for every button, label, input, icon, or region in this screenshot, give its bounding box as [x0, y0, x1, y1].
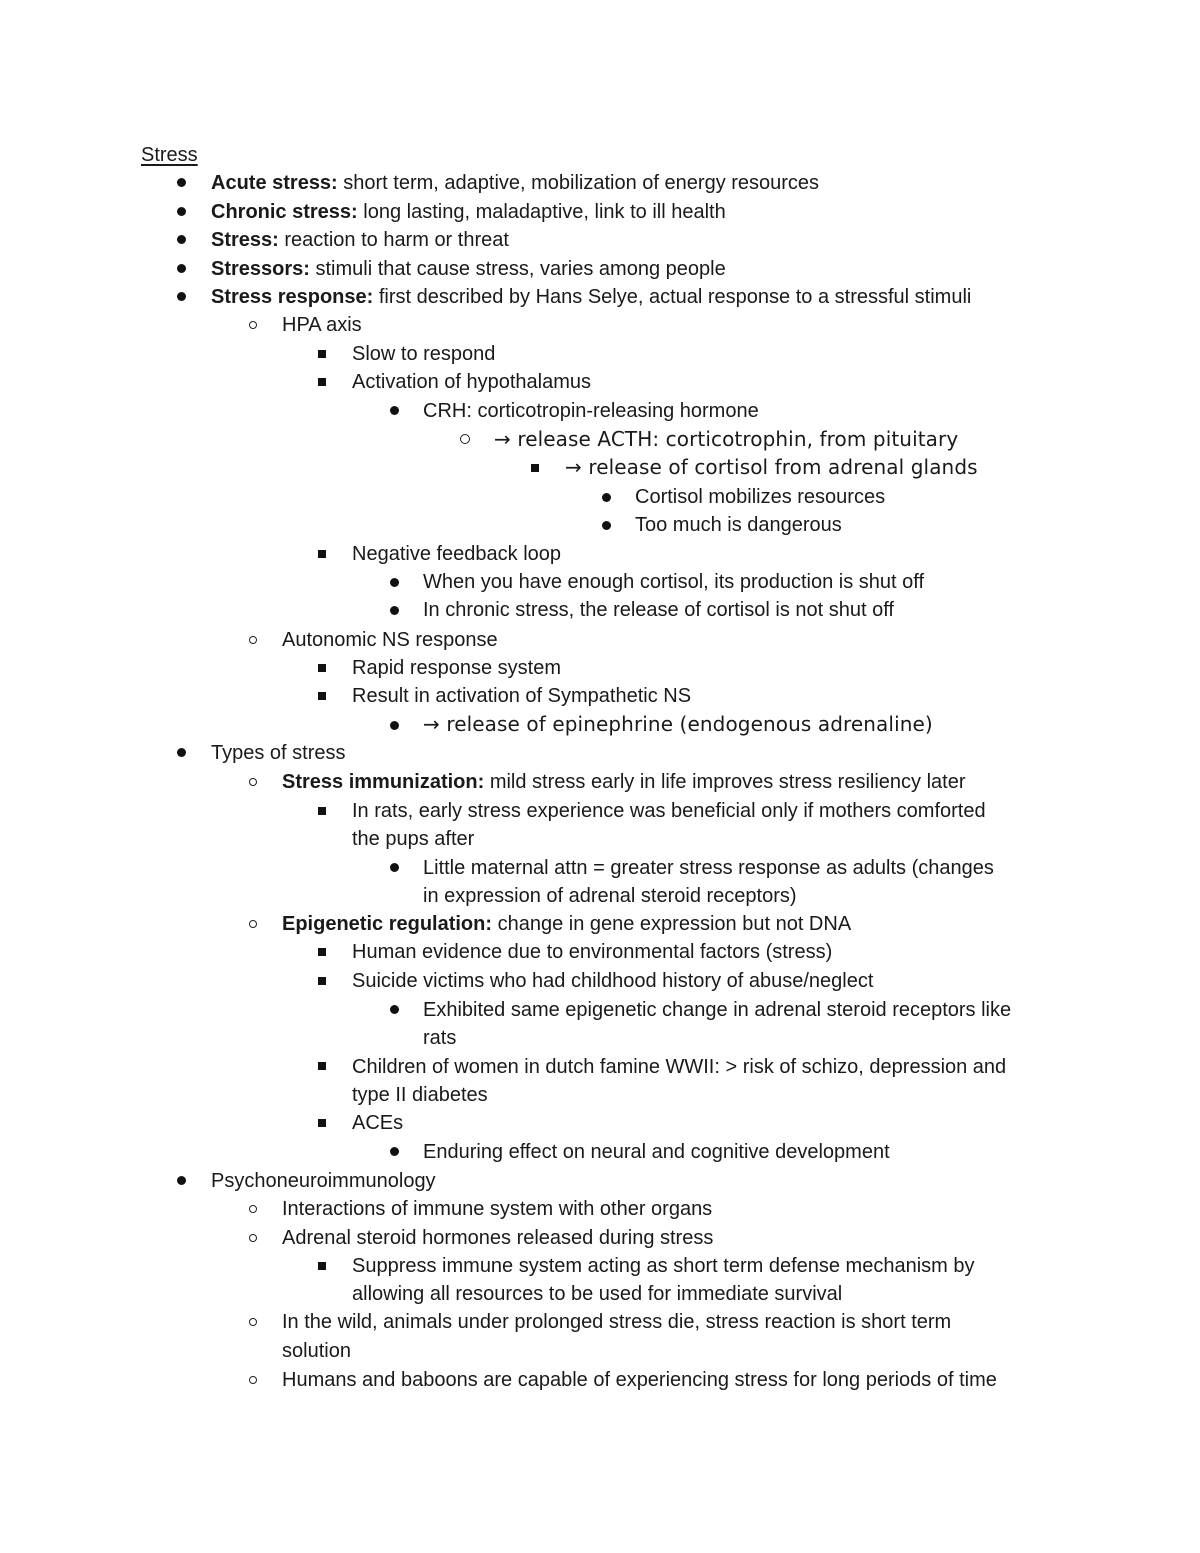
bullet-square-icon: [318, 664, 326, 672]
bullet-square-icon: [318, 948, 326, 956]
bullet-circle-icon: [249, 321, 257, 329]
list-item-adrenal: Adrenal steroid hormones released during stress: [282, 1227, 714, 1249]
bullet-square-icon: [318, 1262, 326, 1270]
definition-text: reaction to harm or threat: [278, 229, 509, 251]
bullet-square-icon: [318, 1119, 326, 1127]
list-item-dutch-cont: type II diabetes: [352, 1084, 488, 1106]
term-label: Acute stress:: [211, 172, 338, 194]
term-label: Epigenetic regulation:: [282, 913, 493, 935]
list-item-sympathetic: Result in activation of Sympathetic NS: [352, 685, 692, 707]
bullet-square-icon: [318, 378, 326, 386]
list-item-interactions: Interactions of immune system with other organs: [282, 1198, 713, 1220]
list-item-rapid: Rapid response system: [352, 657, 561, 679]
term-label: Stress immunization:: [282, 771, 485, 793]
bullet-square-icon: [318, 807, 326, 815]
bullet-circle-icon: [249, 920, 257, 928]
list-item-immunization: [282, 768, 966, 797]
bullet-square-icon: [318, 350, 326, 358]
list-item-slow: Slow to respond: [352, 343, 496, 365]
definition-text: short term, adaptive, mobilization of energy resources: [337, 172, 820, 194]
bullet-disc-icon: [177, 264, 186, 273]
list-item-cortisol-mobilizes: Cortisol mobilizes resources: [635, 486, 886, 508]
bullet-disc-icon: [390, 1005, 399, 1014]
bullet-square-icon: [318, 692, 326, 700]
list-item-chronic-release: In chronic stress, the release of cortisol is not shut off: [423, 599, 894, 621]
list-item-enduring: Enduring effect on neural and cognitive development: [423, 1141, 890, 1163]
page-title: Stress: [141, 144, 198, 166]
list-item-hpa-axis: HPA axis: [282, 314, 362, 336]
bullet-disc-icon: [177, 748, 186, 757]
bullet-disc-icon: [177, 1176, 186, 1185]
bullet-disc-icon: [602, 493, 611, 502]
definition-text: change in gene expression but not DNA: [492, 913, 852, 935]
bullet-disc-icon: [390, 578, 399, 587]
term-label: Chronic stress:: [211, 201, 358, 223]
bullet-disc-icon: [177, 207, 186, 216]
bullet-disc-icon: [390, 606, 399, 615]
term-label: Stress:: [211, 229, 279, 251]
bullet-square-icon: [318, 977, 326, 985]
bullet-circle-icon: [249, 636, 257, 644]
list-item-pni: Psychoneuroimmunology: [211, 1170, 436, 1192]
list-item-suppress: Suppress immune system acting as short term defense mechanism by: [352, 1255, 975, 1277]
list-item-stress-response: [211, 283, 971, 312]
list-item-maternal-cont: in expression of adrenal steroid receptors): [423, 885, 797, 907]
list-item-suppress-cont: allowing all resources to be used for immediate survival: [352, 1283, 843, 1305]
bullet-square-icon: [318, 1062, 326, 1070]
list-item-epigenetic: [282, 910, 851, 939]
list-item-humans: Humans and baboons are capable of experiencing stress for long periods of time: [282, 1369, 997, 1391]
definition-text: first described by Hans Selye, actual response to a stressful stimuli: [373, 286, 972, 308]
term-label: Stressors:: [211, 258, 310, 280]
list-item-chronic-stress: [211, 198, 726, 227]
bullet-disc-icon: [390, 721, 399, 730]
list-item-autonomic: Autonomic NS response: [282, 629, 498, 651]
bullet-disc-icon: [390, 406, 399, 415]
list-item-activation: Activation of hypothalamus: [352, 371, 592, 393]
list-item-exhibited: Exhibited same epigenetic change in adrenal steroid receptors like: [423, 999, 1012, 1021]
bullet-disc-icon: [177, 178, 186, 187]
list-item-acth: → release ACTH: corticotrophin, from pituitary: [494, 427, 959, 451]
list-item-stressors: [211, 255, 726, 284]
list-item-crh: CRH: corticotropin-releasing hormone: [423, 400, 759, 422]
list-item-suicide: Suicide victims who had childhood history of abuse/neglect: [352, 970, 874, 992]
list-item-rats-cont: the pups after: [352, 828, 475, 850]
bullet-disc-icon: [177, 235, 186, 244]
bullet-circle-icon: [249, 1205, 257, 1213]
list-item-too-much: Too much is dangerous: [635, 514, 842, 536]
bullet-disc-icon: [390, 863, 399, 872]
bullet-circle-icon: [249, 1376, 257, 1384]
list-item-maternal: Little maternal attn = greater stress response as adults (changes: [423, 857, 994, 879]
list-item-rats: In rats, early stress experience was beneficial only if mothers comforted: [352, 800, 986, 822]
list-item-acute-stress: [211, 169, 819, 198]
bullet-disc-icon: [390, 1147, 399, 1156]
bullet-circle-icon: [249, 1318, 257, 1326]
bullet-disc-icon: [602, 521, 611, 530]
list-item-epinephrine: → release of epinephrine (endogenous adrenaline): [423, 712, 933, 736]
term-label: Stress response:: [211, 286, 374, 308]
list-item-types: Types of stress: [211, 742, 346, 764]
definition-text: mild stress early in life improves stress resiliency later: [484, 771, 966, 793]
bullet-square-icon: [531, 464, 539, 472]
list-item-wild: In the wild, animals under prolonged stress die, stress reaction is short term: [282, 1311, 952, 1333]
bullet-circle-icon: [249, 778, 257, 786]
list-item-enough-cortisol: When you have enough cortisol, its production is shut off: [423, 571, 925, 593]
list-item-wild-cont: solution: [282, 1340, 351, 1362]
bullet-circle-icon: [249, 1234, 257, 1242]
list-item-aces: ACEs: [352, 1112, 404, 1134]
list-item-stress: [211, 226, 509, 255]
list-item-exhibited-cont: rats: [423, 1027, 457, 1049]
bullet-disc-icon: [177, 292, 186, 301]
list-item-dutch: Children of women in dutch famine WWII: > risk of schizo, depression and: [352, 1056, 1007, 1078]
list-item-human-evidence: Human evidence due to environmental factors (stress): [352, 941, 833, 963]
list-item-negative-feedback: Negative feedback loop: [352, 543, 562, 565]
list-item-cortisol-release: → release of cortisol from adrenal glands: [565, 455, 978, 479]
bullet-square-icon: [318, 550, 326, 558]
definition-text: stimuli that cause stress, varies among people: [309, 258, 726, 280]
definition-text: long lasting, maladaptive, link to ill health: [357, 201, 726, 223]
bullet-circle-icon: [460, 434, 470, 444]
